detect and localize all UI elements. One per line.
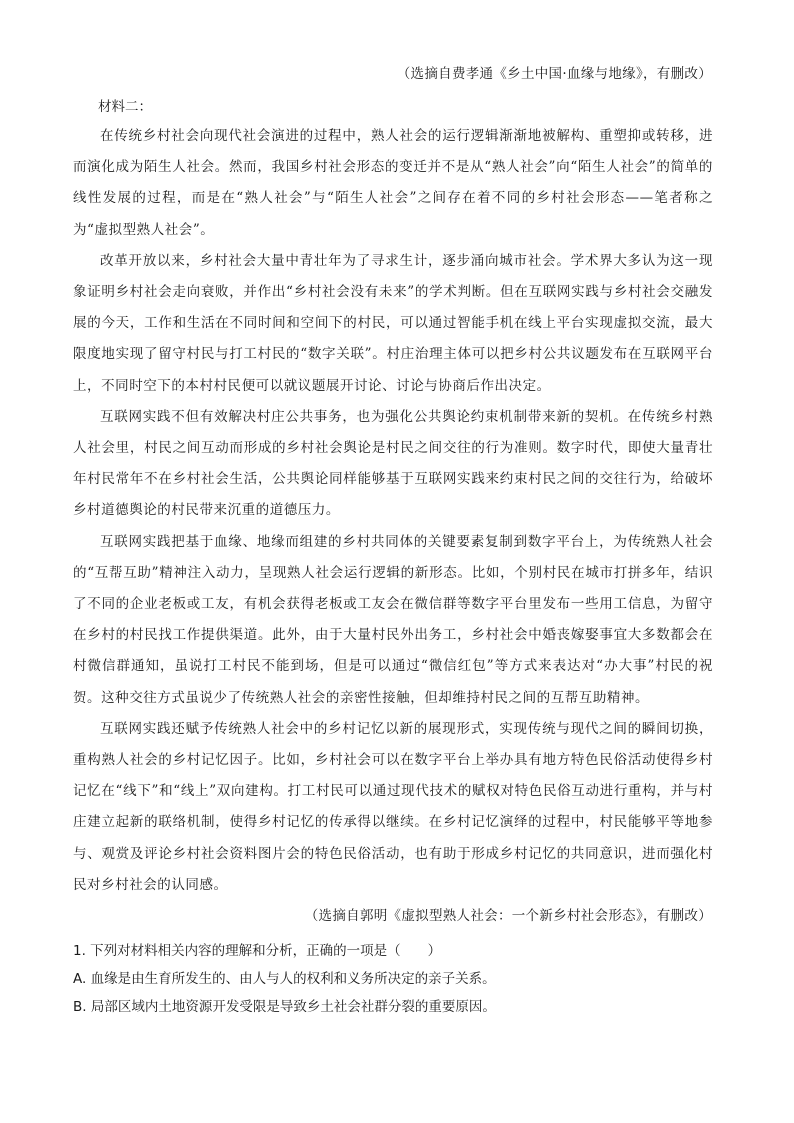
question-block	[73, 937, 733, 1021]
paragraph-5: 互联网实践还赋予传统熟人社会中的乡村记忆以新的展现形式，实现传统与现代之间的瞬间切换，重构熟人社会的乡村记忆因子。比如，乡村社会可以在数字平台上举办具有地方特色民俗活动使得乡村记忆在“线下”和“线上”双向建构。打工村民可以通过现代技术的赋权对特色民俗互动进行重构，并与村庄建立起新的联络机制，使得乡村记忆的传承得以继续。在乡村记忆演绎的过程中，村民能够平等地参与、观赏及评论乡村社会资料图片会的特色民俗活动，也有助于形成乡村记忆的共同意识，进而强化村民对乡村社会的认同感。	[73, 720, 713, 893]
option-b: B. 局部区域内土地资源开发受限是导致乡土社会社群分裂的重要原因。	[73, 999, 496, 1015]
paragraph-1: 在传统乡村社会向现代社会演进的过程中，熟人社会的运行逻辑渐渐地被解构、重塑抑或转移，进而演化成为陌生人社会。然而，我国乡村社会形态的变迁并不是从“熟人社会”向“陌生人社会”的简单的线性发展的过程，而是在“熟人社会”与“陌生人社会”之间存在着不同的乡村社会形态——笔者称之为“虚拟型熟人社会”。	[73, 128, 713, 238]
source-citation-2: （选摘自郭明《虚拟型熟人社会：一个新乡村社会形态》，有删改）	[304, 908, 712, 924]
paragraph-2: 改革开放以来，乡村社会大量中青壮年为了寻求生计，逐步涌向城市社会。学术界大多认为这一现象证明乡村社会走向衰败，并作出“乡村社会没有未来”的学术判断。但在互联网实践与乡村社会交融发展的今天，工作和生活在不同时间和空间下的村民，可以通过智能手机在线上平台实现虚拟交流，最大限度地实现了留守村民与打工村民的“数字关联”。村庄治理主体可以把乡村公共议题发布在互联网平台上，不同时空下的本村村民便可以就议题展开讨论、讨论与协商后作出决定。	[73, 252, 713, 394]
article-body	[73, 121, 713, 901]
option-a: A. 血缘是由生育所发生的、由人与人的权利和义务所决定的亲子关系。	[73, 971, 496, 987]
material-heading: 材料二：	[98, 99, 152, 115]
question-1-stem: 1. 下列对材料相关内容的理解和分析，正确的一项是（ ）	[73, 943, 442, 959]
source-citation-1: （选摘自费孝通《乡土中国·血缘与地缘》，有删改）	[396, 66, 712, 82]
paragraph-3: 互联网实践不但有效解决村庄公共事务，也为强化公共舆论约束机制带来新的契机。在传统乡村熟人社会里，村民之间互动而形成的乡村社会舆论是村民之间交往的行为准则。数字时代，即使大量青壮年村民常年不在乡村社会生活，公共舆论同样能够基于互联网实践来约束村民之间的交往行为，给破坏乡村道德舆论的村民带来沉重的道德压力。	[73, 408, 713, 519]
paragraph-4: 互联网实践把基于血缘、地缘而组建的乡村共同体的关键要素复制到数字平台上，为传统熟人社会的“互帮互助”精神注入动力，呈现熟人社会运行逻辑的新形态。比如，个别村民在城市打拼多年，结识了不同的企业老板或工友，有机会获得老板或工友会在微信群等数字平台里发布一些用工信息，为留守在乡村的村民找工作提供渠道。此外，由于大量村民外出务工，乡村社会中婚丧嫁娶事宜大多数都会在村微信群通知，虽说打工村民不能到场，但是可以通过“微信红包”等方式来表达对“办大事”村民的祝贺。这种交往方式虽说少了传统熟人社会的亲密性接触，但却维持村民之间的互帮互助精神。	[73, 533, 713, 706]
